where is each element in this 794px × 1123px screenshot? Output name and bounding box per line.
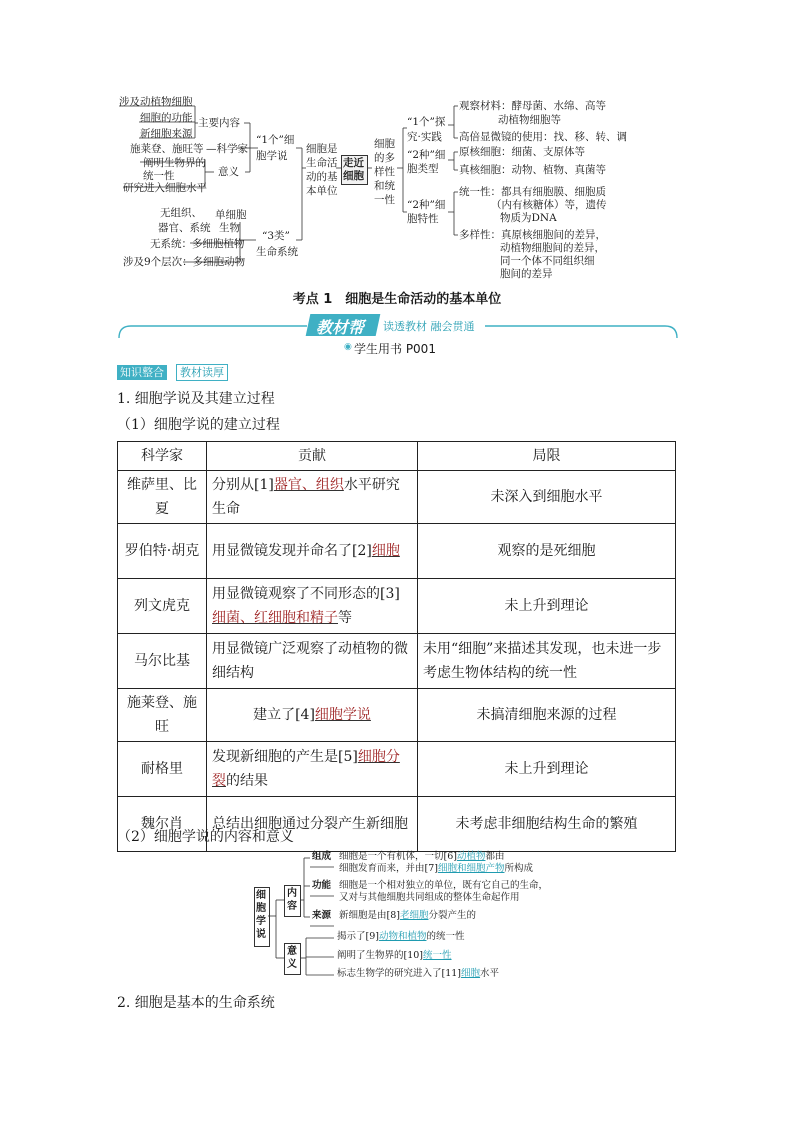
tag-textbook: 教材读厚 [176,364,228,381]
table-header: 科学家 [118,442,207,471]
diagram-line: 细胞发育而来，并由[7]细胞和细胞产物所构成 [339,863,533,874]
mm-label: “1个”细 [256,134,295,146]
subsection-heading: （2）细胞学说的内容和意义 [117,829,294,845]
mm-item: 生物 [219,222,240,234]
mm-label: 的多 [374,152,395,164]
banner-title: 教材帮 [316,318,365,337]
mm-item: 涉及动植物细胞 [119,96,193,108]
mm-label: 究·实践 [407,131,442,143]
diagram-meaning-box: 意义 [284,943,301,975]
mm-item: 阐明生物界的 [143,157,206,169]
mm-label: 本单位 [306,185,338,197]
cell-scientist: 维萨里、比夏 [118,471,207,524]
mm-item: 动植物细胞等 [498,114,561,126]
mm-label: 和统 [374,180,395,192]
mm-item: 研究进入细胞水平 [123,182,207,194]
cell-limit: 未用“细胞”来描述其发现，也未进一步考虑生物体结构的统一性 [418,634,676,689]
answer-blank: 细菌、红细胞和精子 [212,610,338,626]
section-heading: 2. 细胞是基本的生命系统 [117,995,275,1011]
diagram-line: 标志生物学的研究进入了[11]细胞水平 [337,968,500,979]
answer-blank: 动植物 [456,851,486,862]
banner-ref: 学生用书 P001 [354,342,436,356]
mm-item: 动植物细胞间的差异， [500,242,605,254]
table-header: 局限 [418,442,676,471]
ref-dot-icon: ◉ [344,342,352,352]
answer-blank: 统一性 [423,950,452,961]
cell-scientist: 魏尔肖 [118,797,207,852]
mm-label: 样性 [374,166,395,178]
diagram-line: 又对与其他细胞共同组成的整体生命起作用 [339,892,520,903]
mm-item: 物质为DNA [500,212,557,224]
kaodian-title: 考点 1 细胞是生命活动的基本单位 [292,292,502,307]
mm-item: 高倍显微镜的使用：找、移、转、调 [459,131,627,143]
mm-label: 生命活 [306,157,338,169]
answer-blank: 细胞学说 [314,707,371,723]
cell-contribution: 建立了[4]细胞学说 [207,689,418,742]
mm-item: （内有核糖体）等，遗传 [491,199,607,211]
mm-item: 器官、系统 [158,222,211,234]
mm-item: 原核细胞：细菌、支原体等 [459,146,585,158]
diagram-content-box: 内容 [284,885,301,917]
banner-subtitle: 读透教材 融会贯通 [383,320,475,333]
mm-label: 胞类型 [407,163,439,175]
mm-item: 多样性：真原核细胞间的差异， [459,229,606,241]
cell-limit: 未搞清细胞来源的过程 [418,689,676,742]
cell-scientist: 耐格里 [118,742,207,797]
diagram-line: 细胞是一个相对独立的单位，既有它自己的生命， [339,880,549,891]
cell-scientist: 罗伯特·胡克 [118,524,207,579]
mm-label: 一性 [374,194,395,206]
mm-item: 单细胞 [215,209,247,221]
mm-label: 胞特性 [407,213,439,225]
answer-blank: 细胞分裂 [212,749,400,789]
mm-label: “2种”细 [407,199,446,211]
answer-blank: 老细胞 [399,910,429,921]
mm-item: 统一性 [143,170,175,182]
mm-label: 动的基 [306,171,338,183]
mm-item: 真核细胞：动物、植物、真菌等 [459,164,606,176]
mm-label: 细胞 [374,138,395,150]
cell-contribution: 发现新细胞的产生是[5]细胞分裂的结果 [207,742,418,797]
cell-limit: 未上升到理论 [418,579,676,634]
cell-limit: 未上升到理论 [418,742,676,797]
diagram-root: 细胞学说 [254,887,270,947]
diagram-line: 新细胞是由[8]老细胞分裂产生的 [339,910,476,921]
mm-item: 新细胞来源 [140,128,193,140]
mm-item: 胞间的差异 [500,268,553,280]
label-gongneng: 功能 [312,880,332,891]
mm-item: 无组织、 [160,207,202,219]
mm-item: 同一个体不同组织细 [500,255,595,267]
cell-contribution: 总结出细胞通过分裂产生新细胞 [207,797,418,852]
tag-knowledge: 知识整合 [117,365,167,380]
mm-label: 细胞是 [306,143,338,155]
mm-label: 意义 [218,166,239,178]
mm-label: 主要内容 [198,117,240,129]
answer-blank: 细胞和细胞产物 [437,863,505,874]
mm-item: 细胞的功能 [140,112,193,124]
diagram-line: 揭示了[9]动物和植物的统一性 [337,931,465,942]
label-laiyuan: 来源 [312,910,332,921]
mm-label: —科学家 [206,143,248,155]
answer-blank: 器官、组织 [273,477,344,493]
mm-item: 统一性：都具有细胞膜、细胞质 [459,186,606,198]
center-node: 走近 细胞 [341,155,368,185]
cell-contribution: 用显微镜广泛观察了动植物的微细结构 [207,634,418,689]
mm-item: 涉及9个层次：多细胞动物 [123,256,246,268]
cell-limit: 未深入到细胞水平 [418,471,676,524]
cell-scientist: 列文虎克 [118,579,207,634]
cell-limit: 未考虑非细胞结构生命的繁殖 [418,797,676,852]
cell-contribution: 用显微镜发现并命名了[2]细胞 [207,524,418,579]
mm-label: “2种”细 [407,149,446,161]
answer-blank: 细胞 [461,968,481,979]
cell-contribution: 用显微镜观察了不同形态的[3]细菌、红细胞和精子等 [207,579,418,634]
subsection-heading: （1）细胞学说的建立过程 [117,417,280,433]
label-zucheng: 组成 [312,851,332,862]
mm-item: 观察材料：酵母菌、水绵、高等 [459,100,606,112]
diagram-line: 细胞是一个有机体，一切[6]动植物都由 [339,851,505,862]
mm-label: “1个”探 [407,116,446,128]
mm-label: 生命系统 [256,246,298,258]
cell-limit: 观察的是死细胞 [418,524,676,579]
diagram-line: 阐明了生物界的[10]统一性 [337,950,452,961]
mm-label: “3类” [262,230,290,242]
mm-label: 胞学说 [256,150,288,162]
cell-contribution: 分别从[1]器官、组织水平研究生命 [207,471,418,524]
mm-item: 无系统：多细胞植物 [150,238,245,250]
answer-blank: 动物和植物 [378,931,427,942]
answer-blank: 细胞 [371,543,400,559]
mm-item: 施莱登、施旺等 [130,143,204,155]
table-header: 贡献 [207,442,418,471]
cell-scientist: 施莱登、施旺 [118,689,207,742]
cell-scientist: 马尔比基 [118,634,207,689]
section-heading: 1. 细胞学说及其建立过程 [117,391,275,407]
